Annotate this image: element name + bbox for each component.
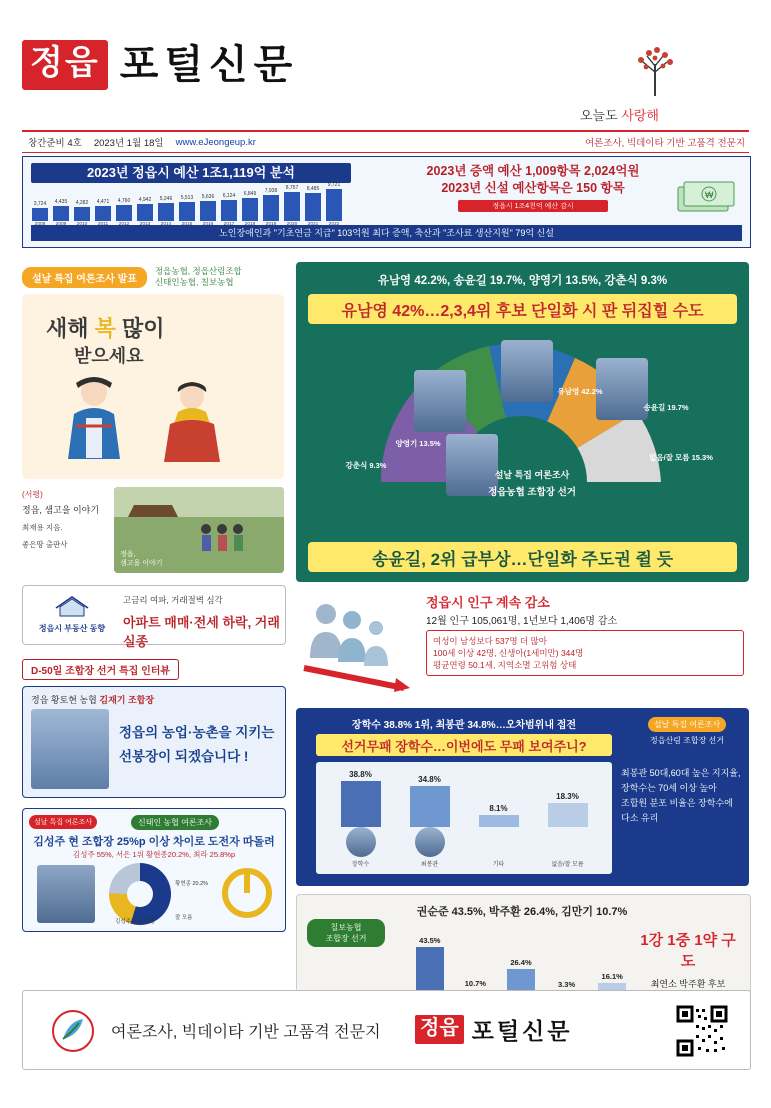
bar-item: [304, 186, 322, 227]
sanrim-headline-box: [316, 734, 612, 756]
bar-item: [178, 195, 196, 227]
bar-value: 4,435: [54, 199, 68, 205]
sanrim-analysis-1: 최봉관 50대,60대 높은 지지율,: [621, 768, 741, 778]
bar-value: 4,942: [138, 197, 152, 203]
label-gangchunsik: 강춘식 9.3%: [345, 461, 387, 470]
population-fact-2: 100세 이상 42명, 신생아(1세미만) 344명: [433, 648, 584, 658]
bar-value: 3,724: [33, 201, 47, 207]
bar-value: 8.1%: [489, 804, 508, 813]
bar-value: 6,124: [222, 193, 236, 199]
population-subtitle: 12월 인구 105,061명, 1년보다 1,406명 감소: [426, 616, 618, 627]
donut-legend-1: 김성주 현 조합장: [115, 919, 156, 925]
bar-value: 10.7%: [464, 979, 487, 988]
donut-hole: [127, 881, 153, 907]
candidate-avatar: [415, 827, 445, 857]
sanrim-analysis-2: 장학수는 70세 이상 높아: [621, 783, 717, 793]
candidate-photo: [414, 370, 466, 432]
bar-item: [136, 197, 154, 227]
house-icon: [52, 596, 92, 618]
chilbo-poll-topline: 권순준 43.5%, 박주환 26.4%, 김만기 10.7%: [416, 906, 628, 918]
slogan-accent: 사랑해: [621, 108, 659, 123]
chilbo-tag-1: 칠보농협: [330, 923, 362, 932]
book-photo: [114, 487, 284, 573]
label-songyungil: 송윤길 19.7%: [643, 403, 689, 412]
chilbo-structure-label: 1강 1중 1약 구도: [640, 932, 736, 970]
left-column: [22, 266, 284, 932]
newspaper-logo: [22, 40, 298, 90]
book-review-label: (서평): [22, 490, 43, 499]
interview-box: [22, 686, 286, 798]
footer-brand: [415, 1013, 573, 1046]
tagline: 여론조사, 빅데이타 기반 고품격 전문지: [584, 138, 745, 149]
bar-value: 8,757: [285, 185, 299, 191]
budget-bar-chart: [31, 182, 371, 227]
poll-main-center-1: 설날 특집 여론조사: [494, 470, 570, 480]
book-caption-1: 정읍,: [120, 551, 136, 558]
special-poll-tag: 설날 특집 여론조사 발표: [22, 267, 147, 288]
bar-item: [262, 188, 280, 227]
budget-line-1: 2023년 증액 예산 1,009항목 2,024억원: [426, 164, 640, 178]
poll-main-headline: 유남영 42%…2,3,4위 후보 단일화 시 판 뒤집힐 수도: [341, 302, 704, 320]
bar-item: [157, 196, 175, 227]
donut-legend-3: 잘 모름: [175, 915, 193, 921]
donut-legend-2: 황현종 20.2%: [175, 881, 209, 887]
qr-code-icon[interactable]: [676, 1005, 728, 1057]
sanrim-headline: 선거무패 장학수…이번에도 무패 보여주니?: [341, 738, 587, 754]
poll-subject-line-2: 신태인농협, 칠보농협: [154, 277, 234, 287]
book-publisher: 좋은땅 출판사: [22, 540, 68, 549]
poll-subject-line-1: 정읍농협, 정읍산림조합: [154, 266, 242, 276]
population-title: 정읍시 인구 계속 감소: [426, 595, 550, 610]
hanbok-man-illustration: [64, 374, 124, 464]
poll-main-headline-box: [308, 294, 737, 324]
bar-category: 기타: [492, 862, 505, 868]
bar-category: 최봉관: [420, 862, 439, 868]
newyear-text-a: 새해: [46, 316, 95, 341]
bar-item: [199, 194, 217, 227]
bar-value: 18.3%: [556, 792, 579, 801]
book-review-section: [22, 487, 284, 575]
bar-value: 5,636: [201, 194, 215, 200]
population-people-icon: [296, 598, 416, 693]
info-bar: [22, 130, 749, 153]
population-facts: [426, 630, 744, 676]
bar-value: 4,760: [117, 198, 131, 204]
budget-title: 2023년 정읍시 예산 1조1,119억 분석: [31, 163, 351, 183]
realty-subline: 고금리 여파, 거래절벽 심각: [123, 595, 223, 605]
book-meta: [22, 489, 108, 550]
bar-item: [31, 201, 49, 227]
newyear-line-2: 받으세요: [74, 346, 144, 366]
website-url[interactable]: www.eJeongeup.kr: [175, 136, 256, 148]
newyear-line-1: [46, 312, 165, 343]
label-yangyeonggi: 양영기 13.5%: [395, 439, 441, 448]
poll-tag-sintaein: 신태인 농협 여론조사: [131, 815, 219, 830]
slogan-prefix: 오늘도: [580, 108, 618, 123]
chilbo-analysis-1: 최연소 박주환 후보: [650, 979, 726, 989]
bar-item: [283, 185, 301, 227]
bar-item: [335, 770, 387, 868]
sanrim-bar-chart: [326, 768, 602, 868]
poll-main-bottom-box: [308, 542, 737, 572]
bar-value: 43.5%: [419, 936, 441, 945]
bar-value: 5,246: [159, 196, 173, 202]
jeongeup-nonghyup-poll: [296, 262, 749, 582]
svg-text:₩: ₩: [705, 190, 714, 200]
interview-quote-1: 정읍의 농업·농촌을 지키는: [119, 725, 275, 740]
realty-trend-box: [22, 585, 286, 649]
interview-name-row: [31, 693, 154, 706]
population-section: [296, 590, 749, 700]
sintaein-poll-subline: 김성주 55%, 서은 1위 황현종20.2%, 최라 25.8%p: [72, 850, 236, 859]
sanrim-poll-box: [296, 708, 749, 886]
bar-item: [115, 198, 133, 227]
masthead: [0, 0, 771, 130]
sanrim-poll-tag: [633, 714, 741, 746]
sintaein-poll-box: [22, 808, 286, 932]
book-title: 정읍, 샘고을 이야기: [22, 505, 100, 515]
bar-value: 8,485: [306, 186, 320, 192]
chilbo-poll-tag: [307, 919, 385, 947]
bar-item: [52, 199, 70, 227]
bar-value: 5,513: [180, 195, 194, 201]
agriculture-logo-icon: [219, 865, 275, 921]
interview-photo: [31, 709, 109, 789]
label-yunamyeong: 유남영 42.2%: [557, 387, 603, 396]
sanrim-analysis: [621, 766, 741, 826]
interview-person: 김재기 조합장: [99, 695, 155, 705]
footer-bar: [22, 990, 751, 1070]
poll-tag-newyear: 설날 특집 여론조사: [29, 815, 97, 829]
money-icon: [674, 177, 740, 217]
budget-line-2: 2023년 신설 예산항목은 150 항목: [441, 181, 625, 195]
sintaein-poll-headline: 김성주 현 조합장 25%p 이상 차이로 도전자 따돌려: [33, 836, 275, 848]
newyear-text-b: 복: [94, 316, 116, 341]
left-section-header: [22, 266, 284, 288]
candidate-avatar: [346, 827, 376, 857]
budget-headlines: [383, 163, 683, 212]
chilbo-tag-2: 조합장 선거: [325, 934, 367, 943]
tree-icon: [625, 38, 685, 98]
newyear-text-c: 많이: [115, 316, 165, 341]
bar-value: 3.3%: [558, 980, 576, 989]
book-caption-2: 샘고을 이야기: [120, 560, 163, 567]
interview-quote-2: 선봉장이 되겠습니다 !: [119, 749, 249, 764]
logo-red-text: 정읍: [22, 40, 108, 90]
bar-item: [220, 193, 238, 227]
sanrim-poll-topline: 장학수 38.8% 1위, 최봉관 34.8%…오차범위내 접전: [351, 720, 577, 731]
sanrim-tag-2: 정읍산림 조합장 선거: [650, 736, 724, 745]
footer-logo-black: 포털신문: [471, 1018, 573, 1044]
bar-category: 없음/잘 모름: [551, 862, 584, 868]
budget-banner: [22, 156, 751, 248]
label-none: 없음/잘 모름 15.3%: [649, 453, 713, 462]
candidate-yangyeonggi: [414, 370, 466, 432]
interview-tag: D-50일 조합장 선거 특집 인터뷰: [22, 659, 179, 680]
footer-logo-red: 정읍: [415, 1015, 464, 1044]
bar-value: 7,938: [264, 188, 278, 194]
sanrim-tag-1: 설날 특집 여론조사: [648, 717, 726, 732]
bar-value: 34.8%: [418, 775, 441, 784]
bar-value: 4,282: [75, 200, 89, 206]
poll-main-center-label: [472, 468, 592, 498]
population-fact-3: 평균연령 50.1세, 지역소멸 고위험 상태: [433, 660, 577, 670]
bar-value: 6,849: [243, 191, 257, 197]
bar-item: [94, 199, 112, 227]
poll-main-bottom-headline: 송윤길, 2위 급부상…단일화 주도권 쥘 듯: [371, 549, 674, 569]
bar-item: [73, 200, 91, 227]
bar-value: 38.8%: [349, 770, 372, 779]
bar-item: [473, 804, 525, 868]
issue-number: 창간준비 4호: [28, 138, 82, 149]
poll-main-topline: 유남영 42.2%, 송윤길 19.7%, 양영기 13.5%, 강춘식 9.3%: [377, 275, 668, 287]
bar-item: [325, 182, 343, 227]
bar-item: [542, 792, 594, 868]
logo-black-text: 포털신문: [119, 43, 299, 87]
bar-item: [404, 775, 456, 868]
sintaein-candidate-photo: [37, 865, 95, 923]
bar-value: 16.1%: [601, 972, 623, 981]
sanrim-analysis-3: 조합원 분포 비율은 장학수에 다소 유리: [621, 798, 733, 823]
poll-main-center-2: 정읍농협 조합장 선거: [488, 487, 576, 498]
book-photo-caption: [120, 550, 163, 568]
bar-value: 4,471: [96, 199, 110, 205]
hanbok-woman-illustration: [160, 380, 224, 464]
right-column: [296, 262, 749, 1024]
newyear-greeting-card: [22, 294, 284, 479]
interview-org: 정읍 황토현 농협: [31, 695, 97, 705]
issue-date: 2023년 1월 18일: [93, 138, 164, 149]
realty-badge-label: 정읍시 부동산 동향: [38, 624, 106, 633]
realty-badge: [29, 596, 115, 634]
bar-item: [241, 191, 259, 227]
bar-value: 26.4%: [510, 958, 532, 967]
interview-tag-row: [22, 659, 284, 680]
bar-value: 9,721: [327, 182, 341, 188]
bar-category: 장학수: [351, 862, 370, 868]
pen-circle-icon: [51, 1009, 95, 1053]
population-fact-1: 여성이 남성보다 537명 더 많아: [433, 636, 547, 646]
budget-note: 정읍시 1조4천억 예산 감시: [458, 200, 608, 212]
slogan: [580, 105, 659, 124]
poll-subjects: [155, 266, 242, 288]
realty-headline: 아파트 매매·전세 하락, 거래 실종: [123, 615, 280, 649]
budget-strip: 노인장애인과 "기초연금 지급" 103억원 최다 증액, 축산과 "조사료 생산지원" 79억 신설: [31, 225, 742, 241]
footer-tagline: 여론조사, 빅데이타 기반 고품격 전문지: [111, 1024, 381, 1041]
book-author: 최재용 지음.: [22, 523, 63, 532]
